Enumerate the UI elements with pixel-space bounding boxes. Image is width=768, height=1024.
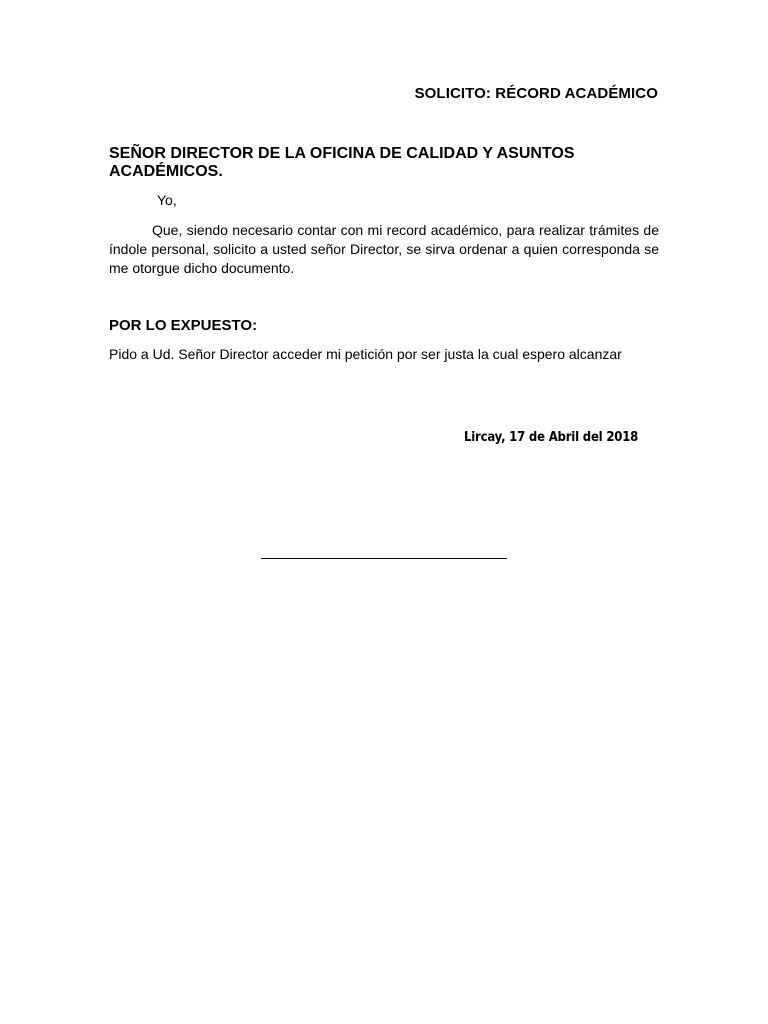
signature-line xyxy=(261,558,507,559)
request-text: Pido a Ud. Señor Director acceder mi petición por ser justa la cual espero alcanzar xyxy=(109,346,622,362)
place-date: Lircay, 17 de Abril del 2018 xyxy=(464,430,639,445)
subject-line: SOLICITO: RÉCORD ACADÉMICO xyxy=(414,85,658,102)
addressee-heading: SEÑOR DIRECTOR DE LA OFICINA DE CALIDAD Y ASUNTOS ACADÉMICOS. xyxy=(109,145,575,180)
greeting-text: Yo, xyxy=(157,192,177,208)
closing-heading: POR LO EXPUESTO: xyxy=(109,317,258,334)
body-paragraph: Que, siendo necesario contar con mi record académico, para realizar trámites de índole personal, solicito a usted señor Director, se sirva ordenar a quien corresponda se me otorgue dicho documento. xyxy=(109,222,659,276)
